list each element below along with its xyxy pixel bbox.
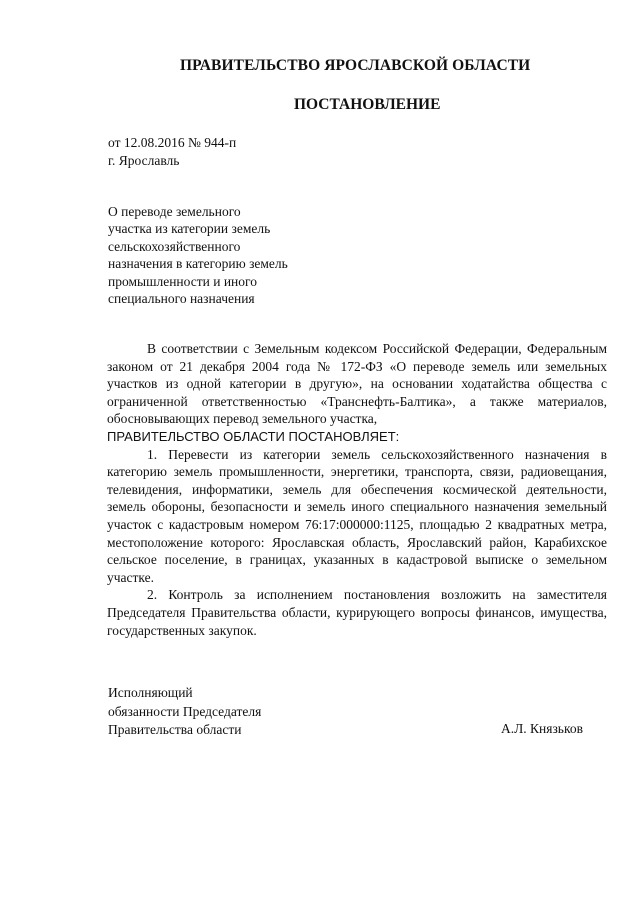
preamble-paragraph: В соответствии с Земельным кодексом Российской Федерации, Федеральным законом от 21 декабря 2004 года № 172-ФЗ «О переводе земель или земельных участков из одной категории в другую», на основании ходатайства общества с ограниченной ответственностью «Транснефть-Балтика», а также материалов, обосновывающих перевод земельного участка, [107, 341, 607, 427]
item-1-paragraph: 1. Перевести из категории земель сельскохозяйственного назначения в категорию земель промышленности, энергетики, транспорта, связи, радиовещания, телевидения, информатики, земель для обеспечения космической деятельности, земель обороны, безопасности и земель иного специального назначения земельный участок с кадастровым номером 76:17:000000:1125, площадью 2 квадратных метра, местоположение которого: Ярославская область, Ярославский район, Карабихское сельское поселение, в границах, указанных в кадастровой выписке о земельном участке. [107, 446, 607, 585]
signature-title [108, 684, 261, 740]
item-2-paragraph: 2. Контроль за исполнением постановления возложить на заместителя Председателя Правительства области, курирующего вопросы финансов, имущества, государственных закупок. [107, 587, 607, 638]
government-title: ПРАВИТЕЛЬСТВО ЯРОСЛАВСКОЙ ОБЛАСТИ [180, 57, 531, 74]
subject-line: промышленности и иного [108, 273, 257, 289]
city: г. Ярославль [108, 153, 180, 168]
date-number: от 12.08.2016 № 944-п [108, 135, 237, 150]
signature-line: Правительства области [108, 722, 242, 737]
subject-line: участка из категории земель [108, 221, 271, 237]
subject-line: сельскохозяйственного [108, 238, 241, 254]
subject-line: назначения в категорию земель [108, 256, 288, 272]
document-subject [108, 203, 348, 307]
document-meta [108, 134, 236, 170]
signer-name: А.Л. Князьков [501, 721, 583, 736]
subject-line: О переводе земельного [108, 204, 241, 219]
decree-line: ПРАВИТЕЛЬСТВО ОБЛАСТИ ПОСТАНОВЛЯЕТ: [107, 428, 400, 444]
signature-line: Исполняющий [108, 685, 193, 700]
document-body [107, 340, 607, 639]
subject-line: специального назначения [108, 291, 255, 307]
document-type: ПОСТАНОВЛЕНИЕ [294, 96, 441, 113]
signature-line: обязанности Председателя [108, 703, 262, 719]
